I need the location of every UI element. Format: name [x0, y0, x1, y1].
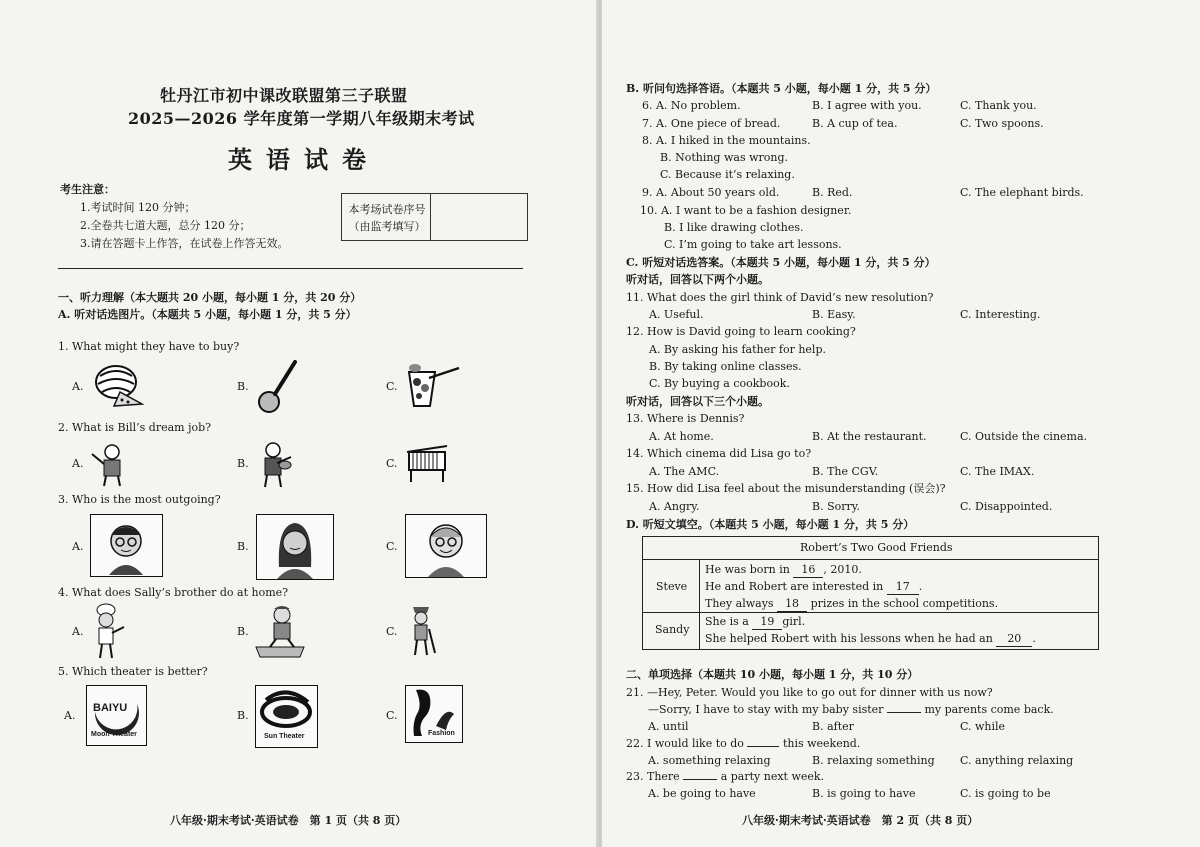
q10-option-a: 10. A. I want to be a fashion designer.	[640, 204, 852, 217]
q1-option-a-label: A.	[72, 380, 84, 393]
section-1-title: 一、听力理解（本大题共 20 小题，每小题 1 分，共 20 分）	[58, 291, 362, 304]
part-d-title: D. 听短文填空。（本题共 5 小题，每小题 1 分，共 5 分）	[626, 518, 915, 531]
q21-option-a: A. until	[648, 720, 689, 733]
boy-washing-dishes-icon	[252, 603, 310, 661]
fashion-logo	[405, 685, 463, 743]
watermelon-icon	[92, 358, 150, 410]
exam-page-2	[602, 0, 1200, 847]
q21-option-c: C. while	[960, 720, 1006, 733]
q10-option-b: B. I like drawing clothes.	[664, 221, 804, 234]
q3-picture-b	[256, 514, 334, 580]
paper-number-box	[341, 193, 528, 241]
spoon-icon	[255, 358, 301, 416]
page-1-footer: 八年级·期末考试·英语试卷 第 1 页（共 8 页）	[170, 814, 407, 827]
sun-theater-logo	[255, 685, 318, 748]
q23-suffix: a party next week.	[720, 770, 825, 783]
blank-20[interactable]: 20	[996, 632, 1032, 647]
blank-17-line	[705, 580, 922, 595]
q11-option-a: A. Useful.	[649, 308, 704, 321]
part-a-title: A. 听对话选图片。（本题共 5 小题，每小题 1 分，共 5 分）	[58, 308, 357, 321]
q21-prefix: —Sorry, I have to stay with my baby sister	[648, 703, 884, 716]
blank-18-prefix: They always	[705, 597, 774, 610]
blank-16-line	[705, 563, 862, 578]
q2-option-a-label: A.	[72, 457, 84, 470]
q3-option-c-label: C.	[386, 540, 398, 553]
table-title: Robert’s Two Good Friends	[800, 541, 953, 554]
part-c-lead-2: 听对话，回答以下三个小题。	[626, 395, 769, 408]
paper-number-sublabel: （由监考填写）	[348, 220, 426, 233]
exam-title-term: 2025—2026 学年度第一学期八年级期末考试	[128, 109, 475, 128]
q11-option-c: C. Interesting.	[960, 308, 1041, 321]
q23-option-b: B. is going to have	[812, 787, 916, 800]
q7-option-a: 7. A. One piece of bread.	[642, 117, 781, 130]
blank-16-suffix: , 2010.	[823, 563, 862, 576]
q2-option-b-label: B.	[237, 457, 249, 470]
q6-option-c: C. Thank you.	[960, 99, 1037, 112]
boy-cooking-icon	[90, 603, 130, 661]
row-label-steve: Steve	[656, 580, 688, 593]
part-c-title: C. 听短对话选答案。（本题共 5 小题，每小题 1 分，共 5 分）	[626, 256, 936, 269]
part-b-title: B. 听问句选择答语。（本题共 5 小题，每小题 1 分，共 5 分）	[626, 82, 937, 95]
question-15: 15. How did Lisa feel about the misunderstanding (误会)?	[626, 482, 946, 495]
question-12: 12. How is David going to learn cooking?	[626, 325, 856, 338]
blank-19-prefix: She is a	[705, 615, 749, 628]
q4-option-b-label: B.	[237, 625, 249, 638]
question-21-line-2	[648, 703, 1054, 717]
boy-sweeping-icon	[405, 603, 439, 659]
blank-17[interactable]: 17	[887, 580, 919, 595]
q15-option-b: B. Sorry.	[812, 500, 861, 513]
q8-option-b: B. Nothing was wrong.	[660, 151, 789, 164]
blank-22[interactable]	[747, 746, 779, 747]
q14-option-a: A. The AMC.	[649, 465, 720, 478]
q6-option-a: 6. A. No problem.	[642, 99, 741, 112]
notice-line-3: 3.请在答题卡上作答，在试卷上作答无效。	[80, 237, 289, 250]
exam-title-subject: 英语试卷	[228, 145, 380, 174]
q7-option-c: C. Two spoons.	[960, 117, 1044, 130]
q4-option-a-label: A.	[72, 625, 84, 638]
q7-option-b: B. A cup of tea.	[812, 117, 898, 130]
blank-21[interactable]	[887, 712, 921, 713]
blank-18-line	[705, 597, 998, 612]
q1-option-b-label: B.	[237, 380, 249, 393]
q10-option-c: C. I’m going to take art lessons.	[664, 238, 842, 251]
q3-option-a-label: A.	[72, 540, 84, 553]
conductor-icon	[90, 442, 130, 488]
q22-option-a: A. something relaxing	[648, 754, 771, 767]
q21-suffix: my parents come back.	[924, 703, 1054, 716]
question-2: 2. What is Bill’s dream job?	[58, 421, 212, 434]
q11-option-b: B. Easy.	[812, 308, 856, 321]
q3-picture-a	[90, 514, 163, 577]
q13-option-c: C. Outside the cinema.	[960, 430, 1088, 443]
header-divider	[58, 268, 523, 269]
q8-option-c: C. Because it’s relaxing.	[660, 168, 795, 181]
q23-option-a: A. be going to have	[648, 787, 756, 800]
q8-option-a: 8. A. I hiked in the mountains.	[642, 134, 811, 147]
question-14: 14. Which cinema did Lisa go to?	[626, 447, 812, 460]
blank-17-prefix: He and Robert are interested in	[705, 580, 884, 593]
q15-option-c: C. Disappointed.	[960, 500, 1053, 513]
question-1: 1. What might they have to buy?	[58, 340, 240, 353]
question-21-line-1: 21. —Hey, Peter. Would you like to go out for dinner with us now?	[626, 686, 993, 699]
blank-16-prefix: He was born in	[705, 563, 790, 576]
exam-page-1	[0, 0, 598, 847]
notice-line-2: 2.全卷共七道大题，总分 120 分；	[80, 219, 251, 232]
q13-option-a: A. At home.	[649, 430, 714, 443]
question-22	[626, 737, 860, 751]
question-3: 3. Who is the most outgoing?	[58, 493, 221, 506]
q12-option-a: A. By asking his father for help.	[649, 343, 826, 356]
boy-glasses-icon	[91, 515, 162, 576]
q22-option-c: C. anything relaxing	[960, 754, 1074, 767]
blank-18[interactable]: 18	[777, 597, 807, 612]
q5-option-a-label: A.	[64, 709, 76, 722]
q23-option-c: C. is going to be	[960, 787, 1051, 800]
fill-in-table	[642, 536, 1099, 650]
piano-icon	[403, 442, 451, 484]
blank-23[interactable]	[683, 779, 717, 780]
q15-option-a: A. Angry.	[649, 500, 700, 513]
question-5: 5. Which theater is better?	[58, 665, 208, 678]
q3-picture-c	[405, 514, 487, 578]
q3-option-b-label: B.	[237, 540, 249, 553]
section-2-title: 二、单项选择（本题共 10 小题，每小题 1 分，共 10 分）	[626, 668, 919, 681]
q2-option-c-label: C.	[386, 457, 398, 470]
blank-19[interactable]: 19	[752, 615, 782, 630]
q9-option-a: 9. A. About 50 years old.	[642, 186, 780, 199]
girl-long-hair-icon	[257, 515, 333, 579]
blank-18-suffix: prizes in the school competitions.	[810, 597, 999, 610]
page-2-footer: 八年级·期末考试·英语试卷 第 2 页（共 8 页）	[742, 814, 979, 827]
part-c-lead-1: 听对话，回答以下两个小题。	[626, 273, 769, 286]
notice-title: 考生注意：	[60, 183, 115, 196]
q22-option-b: B. relaxing something	[812, 754, 935, 767]
q12-option-b: B. By taking online classes.	[649, 360, 802, 373]
q13-option-b: B. At the restaurant.	[812, 430, 927, 443]
blank-20-suffix: .	[1032, 632, 1036, 645]
moon-theater-logo	[86, 685, 147, 746]
old-woman-icon	[406, 515, 486, 577]
question-11: 11. What does the girl think of David’s new resolution?	[626, 291, 934, 304]
blank-19-line	[705, 615, 805, 630]
q5-option-c-label: C.	[386, 709, 398, 722]
fashion-logo-caption: Fashion	[428, 730, 455, 737]
q1-option-c-label: C.	[386, 380, 398, 393]
question-13: 13. Where is Dennis?	[626, 412, 745, 425]
question-4: 4. What does Sally’s brother do at home?	[58, 586, 289, 599]
q12-option-c: C. By buying a cookbook.	[649, 377, 790, 390]
violinist-icon	[255, 441, 295, 489]
notice-line-1: 1.考试时间 120 分钟；	[80, 201, 196, 214]
question-23	[626, 770, 824, 784]
blank-19-suffix: girl.	[782, 615, 806, 628]
moon-logo-brand: BAIYU	[93, 702, 128, 714]
paper-number-label: 本考场试卷序号	[348, 203, 426, 216]
q14-option-b: B. The CGV.	[812, 465, 879, 478]
moon-logo-caption: Moon Theater	[91, 731, 137, 738]
q9-option-c: C. The elephant birds.	[960, 186, 1084, 199]
blank-16[interactable]: 16	[793, 563, 823, 578]
q9-option-b: B. Red.	[812, 186, 853, 199]
row-label-sandy: Sandy	[655, 623, 690, 636]
q23-prefix: 23. There	[626, 770, 680, 783]
blank-17-suffix: .	[918, 580, 923, 593]
q5-option-b-label: B.	[237, 709, 249, 722]
exam-title-alliance: 牡丹江市初中课改联盟第三子联盟	[160, 86, 408, 105]
blank-20-line	[705, 632, 1036, 647]
sun-logo-caption: Sun Theater	[264, 733, 305, 740]
q14-option-c: C. The IMAX.	[960, 465, 1035, 478]
q6-option-b: B. I agree with you.	[812, 99, 922, 112]
q22-suffix: this weekend.	[782, 737, 861, 750]
q4-option-c-label: C.	[386, 625, 398, 638]
q21-option-b: B. after	[812, 720, 854, 733]
q22-prefix: 22. I would like to do	[626, 737, 744, 750]
fruit-cup-icon	[403, 358, 463, 412]
blank-20-prefix: She helped Robert with his lessons when he had an	[705, 632, 993, 645]
